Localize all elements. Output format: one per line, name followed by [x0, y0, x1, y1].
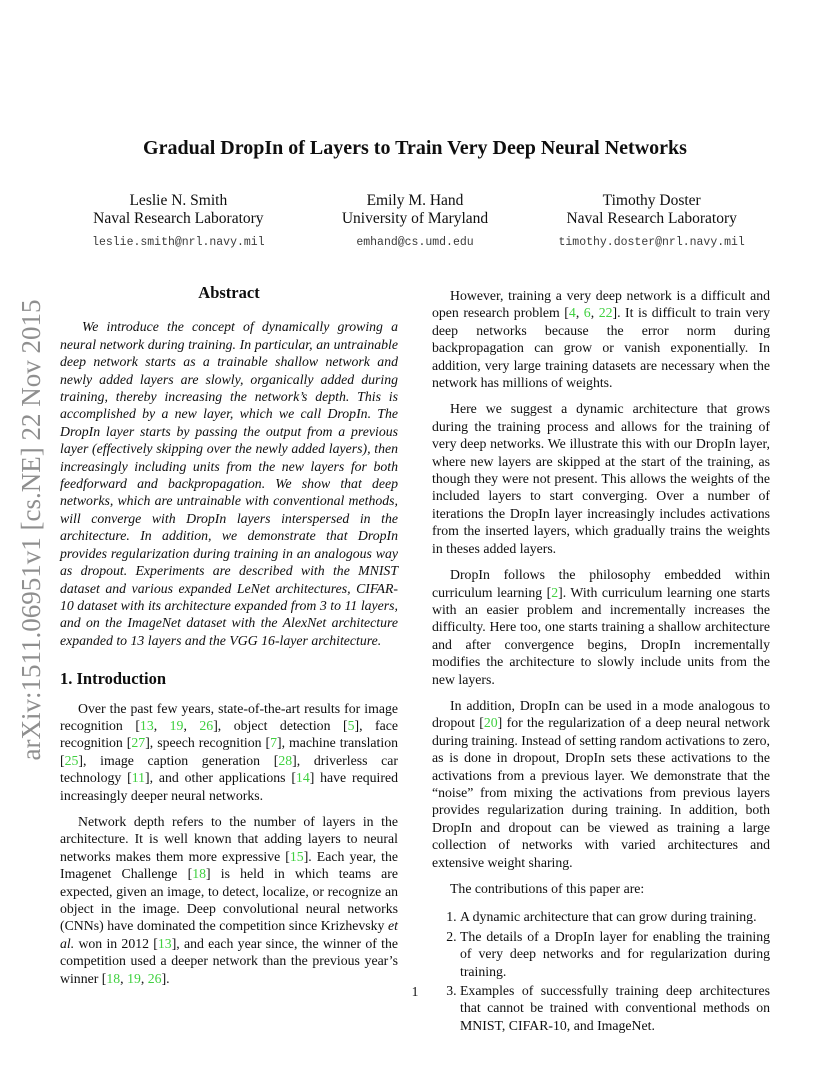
citation-link[interactable]: 2	[551, 584, 559, 600]
citation-link[interactable]: 28	[278, 752, 293, 768]
abstract-heading: Abstract	[198, 283, 260, 302]
abstract-text: We introduce the concept of dynamically growing a neural network during training. In particular, an untrainable deep network starts as a trainable shallow network and newly added layers are slowly, organically added during training, thereby increasing the network’s depth. This is accomplished by a new layer, which we call DropIn. The DropIn layer starts by passing the output from a previous layer (effectively skipping over the newly added layers), then increasingly including units from the new layers for both feedforward and backpropagation. We show that deep networks, which are untrainable with conventional methods, will converge with DropIn layers interspersed in the architecture. In addition, we demonstrate that DropIn provides regularization during training in an analogous way as dropout. Experiments are described with the MNIST dataset and various expanded LeNet architectures, CIFAR-10 dataset with its architecture expanded from 3 to 11 layers, and on the ImageNet dataset with the AlexNet architecture expanded to 13 layers and the VGG 16-layer architecture.	[60, 319, 398, 648]
author-1	[60, 192, 297, 249]
citation-link[interactable]: 18	[192, 866, 206, 882]
citation-link[interactable]: 15	[289, 848, 304, 864]
contributions-list	[432, 908, 770, 1034]
left-column	[60, 284, 398, 1036]
author-1-email: leslie.smith@nrl.navy.mil	[92, 236, 265, 249]
citation-link[interactable]: 13	[139, 717, 154, 733]
contribution-item-2: 2. The details of a DropIn layer for enabling the training of very deep networks and for regularization during training.	[460, 928, 770, 980]
two-column-body	[60, 284, 770, 1036]
citation-link[interactable]: 6	[583, 305, 591, 321]
intro-paragraph-2: Network depth refers to the number of layers in the architecture. It is well known that adding layers to neural networks makes them more expressive [15]. Each year, the Imagenet Challenge [18] is held in which teams are expected, given an image, to detect, localize, or recognize an object in the image. Deep convolutional neural networks (CNNs) have dominated the competition since Krizhevsky et al. won in 2012 [13], and each year since, the winner of the competition used a deeper network than the previous year’s winner [18, 19, 26].	[60, 813, 398, 986]
author-2	[297, 192, 534, 249]
citation-link[interactable]: 22	[598, 305, 613, 321]
author-block	[60, 192, 770, 249]
citation-link[interactable]: 27	[131, 735, 146, 751]
citation-link[interactable]: 20	[483, 715, 498, 731]
intro-paragraph-6: In addition, DropIn can be used in a mode analogous to dropout [20] for the regularization of a deep neural network during training. Instead of setting random activations to zero, as is done in dropout, DropIn sets these activations to the activations from a previous layer. We demonstrate that the “noise” from mixing the activations from previous layers provides regularization during training. In addition, both DropIn and dropout can be viewed as training a large collection of networks with varied architectures and extensive weight sharing.	[432, 697, 770, 870]
author-3-affiliation: Naval Research Laboratory	[566, 210, 737, 227]
author-1-name: Leslie N. Smith	[129, 192, 228, 209]
section-heading-introduction: 1. Introduction	[60, 669, 167, 689]
citation-link[interactable]: 18	[106, 970, 121, 986]
page-number: 1	[411, 984, 419, 999]
contribution-item-1: 1. A dynamic architecture that can grow during training.	[460, 908, 770, 925]
author-1-affiliation: Naval Research Laboratory	[93, 210, 264, 227]
author-2-email: emhand@cs.umd.edu	[356, 236, 474, 249]
citation-link[interactable]: 13	[157, 935, 172, 951]
intro-paragraph-1: Over the past few years, state-of-the-art results for image recognition [13, 19, 26], object detection [5], face recognition [27], speech recognition [7], machine translation [25], image caption generation [28], driverless car technology [11], and other applications [14] have required increasingly deeper neural networks.	[60, 700, 398, 803]
citation-link[interactable]: 26	[147, 970, 162, 986]
intro-paragraph-5: DropIn follows the philosophy embedded within curriculum learning [2]. With curriculum learning one starts with an easier problem and incrementally increases the difficulty. Here too, one starts training a shallow architecture and after convergence begins, DropIn incrementally modifies the architecture to slowly include units from the new layers.	[432, 567, 770, 687]
arxiv-watermark: arXiv:1511.06951v1 [cs.NE] 22 Nov 2015	[16, 299, 46, 761]
author-3	[533, 192, 770, 249]
citation-link[interactable]: 25	[64, 752, 79, 768]
citation-link[interactable]: 7	[270, 735, 278, 751]
right-column	[432, 284, 770, 1036]
citation-link[interactable]: 26	[199, 717, 214, 733]
author-3-email: timothy.doster@nrl.navy.mil	[558, 236, 745, 249]
contributions-lead: The contributions of this paper are:	[450, 881, 645, 896]
author-3-name: Timothy Doster	[602, 192, 701, 209]
citation-link[interactable]: 14	[295, 770, 310, 786]
intro-paragraph-3: However, training a very deep network is a difficult and open research problem [4, 6, 22]. It is difficult to train very deep networks because the error norm during backpropagation can grow or vanish exponentially. In addition, very large training datasets are necessary when the network has millions of weights.	[432, 288, 771, 391]
citation-link[interactable]: 11	[131, 770, 146, 786]
author-2-affiliation: University of Maryland	[341, 210, 489, 227]
citation-link[interactable]: 5	[347, 717, 355, 733]
citation-link[interactable]: 4	[568, 305, 576, 321]
citation-link[interactable]: 19	[127, 970, 141, 986]
contribution-item-3: 3. Examples of successfully training deep architectures that cannot be trained with conventional methods on MNIST, CIFAR-10, and ImageNet.	[460, 982, 770, 1034]
paper-title: Gradual DropIn of Layers to Train Very Deep Neural Networks	[143, 137, 687, 159]
intro-paragraph-4: Here we suggest a dynamic architecture that grows during the training process and allows for the training of very deep networks. We illustrate this with our DropIn layer, where new layers are skipped at the start of the training, as though they were not present. This allows the weights of the included layers to start converging. Over a number of iterations the DropIn layer increasingly includes activations from the inserted layers, which gradually trains the weights in theses added layers.	[432, 401, 770, 556]
citation-link[interactable]: 19	[169, 717, 184, 733]
author-2-name: Emily M. Hand	[366, 192, 464, 209]
